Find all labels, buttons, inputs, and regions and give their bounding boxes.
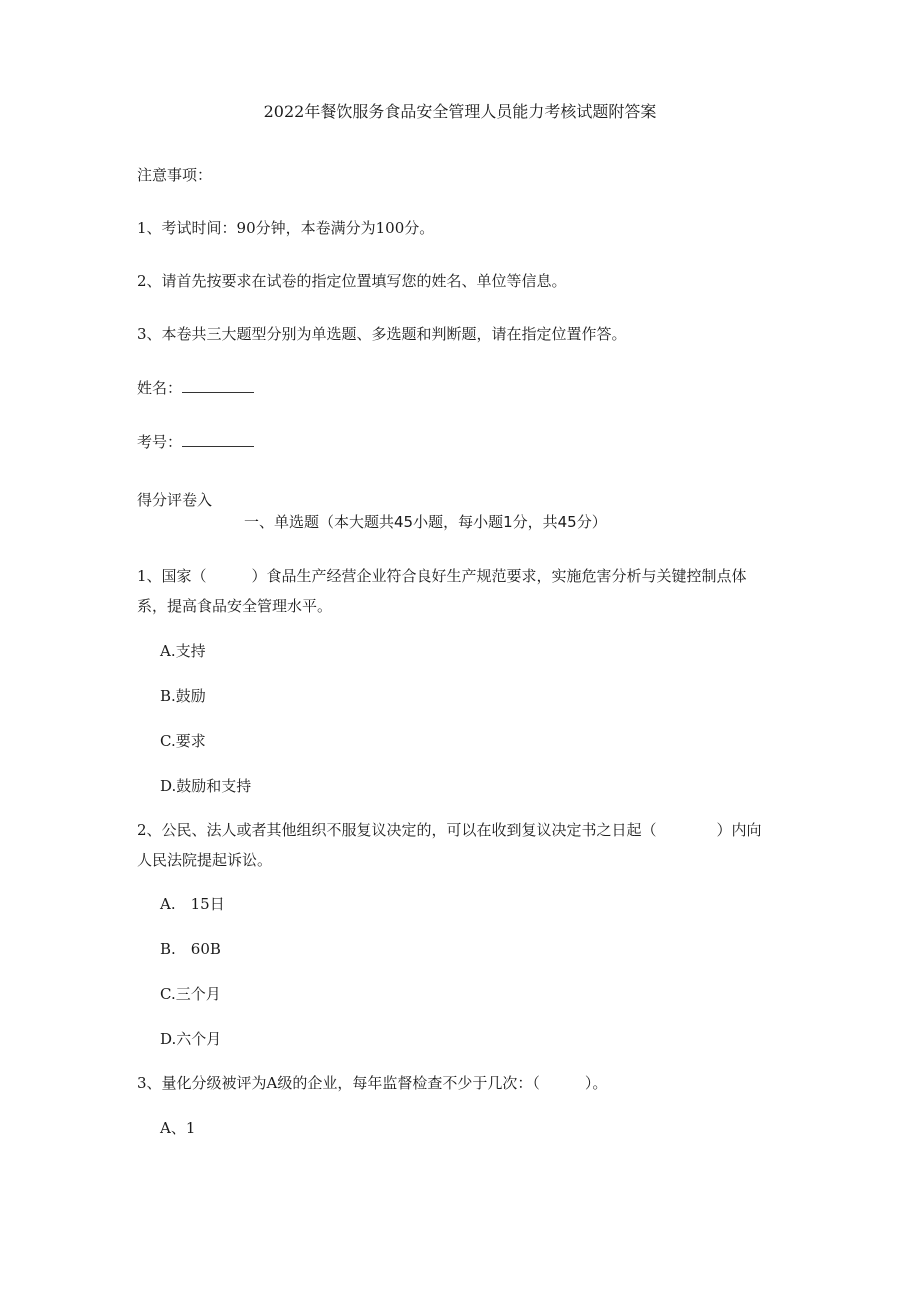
question-text: 3、量化分级被评为A级的企业，每年监督检查不少于几次：（ ）。 xyxy=(137,1074,608,1092)
question-text: 人民法院提起诉讼。 xyxy=(137,851,273,869)
option-d: D.六个月 xyxy=(160,1030,222,1048)
option-c: C.三个月 xyxy=(160,985,221,1003)
option-a: A. 15日 xyxy=(160,895,225,913)
name-label: 姓名： xyxy=(137,379,183,397)
notice-item: 3、本卷共三大题型分别为单选题、多选题和判断题，请在指定位置作答。 xyxy=(137,325,627,343)
score-label: 得分评卷入 xyxy=(137,491,213,509)
section-title: 一、单选题（本大题共45小题，每小题1分，共45分） xyxy=(244,513,607,531)
id-blank[interactable] xyxy=(182,431,254,447)
option-a: A.支持 xyxy=(160,642,206,660)
question-text: 1、国家（ ）食品生产经营企业符合良好生产规范要求，实施危害分析与关键控制点体 xyxy=(137,567,747,585)
question-text: 系，提高食品安全管理水平。 xyxy=(137,597,333,615)
option-b: B.鼓励 xyxy=(160,687,206,705)
id-field xyxy=(137,431,254,452)
option-d: D.鼓励和支持 xyxy=(160,777,252,795)
notice-item: 1、考试时间：90分钟，本卷满分为100分。 xyxy=(137,219,435,237)
name-blank[interactable] xyxy=(182,377,254,393)
option-a: A、1 xyxy=(160,1119,196,1137)
page-title: 2022年餐饮服务食品安全管理人员能力考核试题附答案 xyxy=(263,102,657,121)
name-field xyxy=(137,377,254,398)
notice-heading: 注意事项： xyxy=(137,166,213,184)
option-b: B. 60B xyxy=(160,940,221,958)
id-label: 考号： xyxy=(137,433,183,451)
question-text: 2、公民、法人或者其他组织不服复议决定的，可以在收到复议决定书之日起（ ）内向 xyxy=(137,821,762,839)
option-c: C.要求 xyxy=(160,732,206,750)
notice-item: 2、请首先按要求在试卷的指定位置填写您的姓名、单位等信息。 xyxy=(137,272,567,290)
